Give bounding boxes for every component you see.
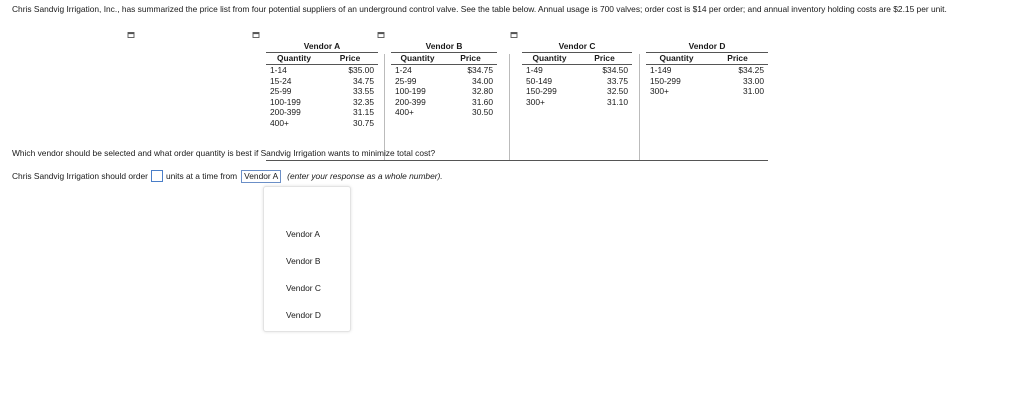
table-divider — [384, 54, 385, 160]
answer-hint: (enter your response as a whole number). — [287, 171, 443, 181]
table-row — [646, 76, 768, 87]
price-cell: 32.35 — [353, 96, 374, 107]
price-cell: 34.00 — [472, 75, 493, 86]
copy-vendor-a-icon[interactable] — [252, 31, 260, 39]
price-cell: $34.75 — [467, 65, 493, 75]
quantity-header: Quantity — [400, 53, 435, 63]
price-cell: 33.55 — [353, 86, 374, 96]
quantity-cell: 1-49 — [526, 65, 543, 75]
table-row — [266, 107, 378, 118]
vendor-d-header: Vendor D — [646, 41, 768, 53]
price-cell: 30.50 — [472, 107, 493, 117]
quantity-cell: 25-99 — [270, 86, 292, 96]
price-cell: 34.75 — [353, 75, 374, 86]
quantity-cell: 15-24 — [270, 75, 292, 86]
quantity-cell: 1-24 — [395, 65, 412, 75]
vendor-c-header: Vendor C — [522, 41, 632, 53]
vendor-select[interactable]: Vendor A — [241, 170, 281, 183]
price-cell: $34.25 — [738, 65, 764, 75]
dropdown-option-vendor-a[interactable]: Vendor A — [286, 229, 320, 239]
vendor-d-table — [646, 41, 768, 97]
vendor-c-table — [522, 41, 632, 107]
vendor-a-header: Vendor A — [266, 41, 378, 53]
quantity-cell: 1-149 — [650, 65, 672, 75]
price-header: Price — [594, 53, 615, 63]
answer-line — [12, 168, 443, 184]
dropdown-option-vendor-b[interactable]: Vendor B — [286, 256, 321, 266]
price-cell: 30.75 — [353, 117, 374, 128]
price-cell: $35.00 — [348, 65, 374, 75]
price-cell: 33.00 — [743, 75, 764, 86]
dropdown-option-vendor-d[interactable]: Vendor D — [286, 310, 321, 320]
table-row — [646, 65, 768, 76]
quantity-cell: 50-149 — [526, 75, 553, 86]
vendor-b-header: Vendor B — [391, 41, 497, 53]
price-cell: 32.50 — [607, 86, 628, 96]
vendor-dropdown-menu — [263, 186, 351, 332]
price-cell: 32.80 — [472, 86, 493, 96]
price-cell: $34.50 — [602, 65, 628, 75]
problem-statement: Chris Sandvig Irrigation, Inc., has summarized the price list from four potential suppliers of an underground control valve. See the table below. Annual usage is 700 valves; order cost is $14 per order; and annual inventory holding costs are $2.15 per unit. — [12, 4, 947, 14]
price-header: Price — [727, 53, 748, 63]
dropdown-option-vendor-c[interactable]: Vendor C — [286, 283, 321, 293]
quantity-cell: 200-399 — [270, 107, 301, 117]
quantity-cell: 300+ — [650, 86, 669, 96]
quantity-cell: 100-199 — [395, 86, 426, 96]
quantity-cell: 300+ — [526, 96, 545, 107]
vendor-b-table — [391, 41, 497, 118]
table-bottom-rule — [266, 160, 768, 161]
copy-vendor-c-icon[interactable] — [510, 31, 518, 39]
quantity-cell: 150-299 — [650, 75, 681, 86]
price-header: Price — [460, 53, 481, 63]
quantity-cell: 400+ — [395, 107, 414, 117]
table-divider — [639, 54, 640, 160]
price-header: Price — [339, 53, 361, 63]
copy-table-icon[interactable] — [127, 31, 135, 39]
table-row — [391, 107, 497, 118]
vendor-a-table — [266, 41, 378, 128]
table-row — [266, 97, 378, 108]
price-cell: 31.15 — [353, 107, 374, 117]
table-divider — [509, 54, 510, 160]
table-row — [646, 86, 768, 97]
copy-vendor-b-icon[interactable] — [377, 31, 385, 39]
table-row — [391, 97, 497, 108]
quantity-cell: 1-14 — [270, 65, 287, 75]
table-row — [391, 76, 497, 87]
price-cell: 31.60 — [472, 96, 493, 107]
price-cell: 31.10 — [607, 96, 628, 107]
order-quantity-input[interactable] — [151, 170, 163, 182]
table-row — [522, 86, 632, 97]
table-row — [522, 65, 632, 76]
table-row — [266, 118, 378, 129]
table-row — [266, 65, 378, 76]
answer-middle: units at a time from — [165, 171, 238, 181]
question-text: Which vendor should be selected and what order quantity is best if Sandvig Irrigation wants to minimize total cost? — [12, 148, 436, 158]
quantity-cell: 25-99 — [395, 75, 417, 86]
quantity-cell: 100-199 — [270, 96, 301, 107]
price-cell: 31.00 — [743, 86, 764, 96]
quantity-header: Quantity — [277, 53, 311, 63]
table-row — [266, 86, 378, 97]
table-row — [522, 97, 632, 108]
price-cell: 33.75 — [607, 75, 628, 86]
quantity-cell: 400+ — [270, 117, 289, 128]
table-row — [266, 76, 378, 87]
quantity-cell: 200-399 — [395, 96, 426, 107]
quantity-cell: 150-299 — [526, 86, 557, 96]
table-row — [391, 65, 497, 76]
table-row — [391, 86, 497, 97]
quantity-header: Quantity — [532, 53, 567, 63]
answer-prefix: Chris Sandvig Irrigation should order — [12, 171, 148, 181]
table-row — [522, 76, 632, 87]
quantity-header: Quantity — [659, 53, 694, 63]
